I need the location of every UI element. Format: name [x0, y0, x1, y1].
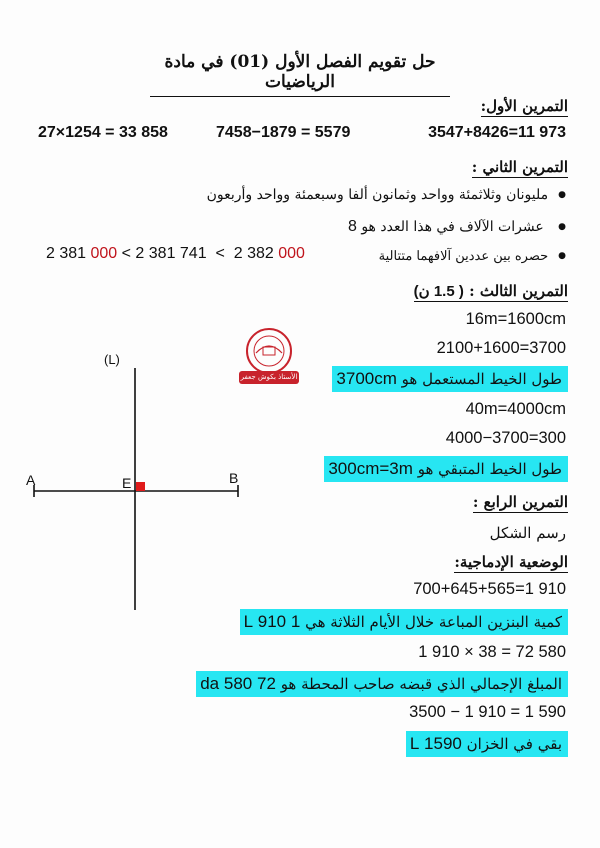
ineq-lower-red: 000	[86, 245, 118, 262]
ex3-line-2: 2100+1600=3700	[436, 339, 566, 357]
ineq-upper-bound: 2 382	[233, 245, 274, 262]
ex1-calc-subtraction: 7458−1879 = 5579	[216, 124, 351, 141]
integration-line-1: 700+645+565=1 910	[413, 580, 566, 598]
geometry-figure	[20, 340, 250, 620]
ex3-line-3: 40m=4000cm	[465, 400, 566, 418]
label-L: (L)	[104, 352, 120, 367]
ex3-result-1-text: طول الخيط المستعمل هو	[401, 370, 562, 388]
label-B: B	[229, 470, 239, 486]
integration-heading: الوضعية الإدماجية:	[454, 553, 568, 571]
label-A: A	[26, 472, 36, 488]
exercise-4-heading: التمرين الرابع :	[472, 493, 568, 511]
ex1-calc-multiplication: 27×1254 = 33 858	[38, 124, 168, 141]
ex3-line-4: 4000−3700=300	[445, 429, 566, 447]
integration-result-2-text: المبلغ الإجمالي الذي قبضه صاحب المحطة هو	[280, 675, 562, 693]
ex4-text: رسم الشكل	[489, 524, 566, 542]
ex3-result-2-text: طول الخيط المتبقي هو	[417, 460, 562, 478]
integration-line-2: 1 910 × 38 = 72 580	[418, 643, 566, 661]
ineq-op-1: <	[117, 245, 136, 262]
integration-line-3: 3500 − 1 910 = 1 590	[409, 703, 566, 721]
ex3-result-1-value: 3700cm	[336, 369, 397, 388]
ex2-bullet-2-text: عشرات الآلاف في هذا العدد هو	[361, 219, 544, 235]
stamp-banner: الأستاذ بكوش جعفر	[240, 373, 298, 381]
ineq-op-2: <	[206, 245, 234, 262]
integration-result-1-value: 1 910 L	[243, 612, 301, 631]
ex2-bullet-3: ● حصره بين عددين آلافهما متتالية	[379, 249, 566, 264]
label-E: E	[122, 475, 132, 491]
integration-result-3	[406, 731, 568, 757]
ex3-result-2-value: 300cm=3m	[328, 459, 413, 478]
ex3-line-1: 16m=1600cm	[465, 310, 566, 328]
ex2-bullet-1: ● مليونان وثلاثمئة وواحد وثمانون ألفا وسبعمئة وواحد وأربعون	[207, 187, 566, 203]
ineq-upper-red: 000	[273, 245, 305, 262]
ineq-number: 2 381 741	[135, 245, 207, 262]
ex2-bullet-2	[348, 218, 566, 236]
integration-result-1	[240, 609, 568, 635]
integration-result-2-value: 72 580 da	[200, 674, 276, 693]
ex3-result-1	[332, 366, 568, 392]
ex2-inequality	[46, 245, 305, 263]
exercise-1-heading: التمرين الأول:	[480, 97, 568, 115]
ex2-bullet-2-value: 8	[347, 218, 357, 235]
ex3-result-2	[324, 456, 568, 482]
ineq-lower-bound: 2 381	[46, 245, 87, 262]
exercise-3-heading	[414, 282, 568, 302]
exercise-2-heading: التمرين الثاني :	[471, 158, 568, 176]
ex1-calc-addition: 3547+8426=11 973	[428, 124, 566, 141]
integration-result-2	[196, 671, 568, 697]
ex3-points: ( 1.5 ن)	[413, 283, 464, 300]
integration-result-3-value: 1590 L	[409, 734, 462, 753]
ex3-heading-text: التمرين الثالث :	[469, 282, 568, 300]
right-angle-marker	[136, 482, 145, 491]
page-title: حل تقويم الفصل الأول (01) في مادة الرياضيات	[150, 52, 450, 97]
integration-result-3-text: بقي في الخزان	[466, 735, 562, 753]
integration-result-1-text: كمية البنزين المباعة خلال الأيام الثلاثة هي	[305, 613, 562, 631]
